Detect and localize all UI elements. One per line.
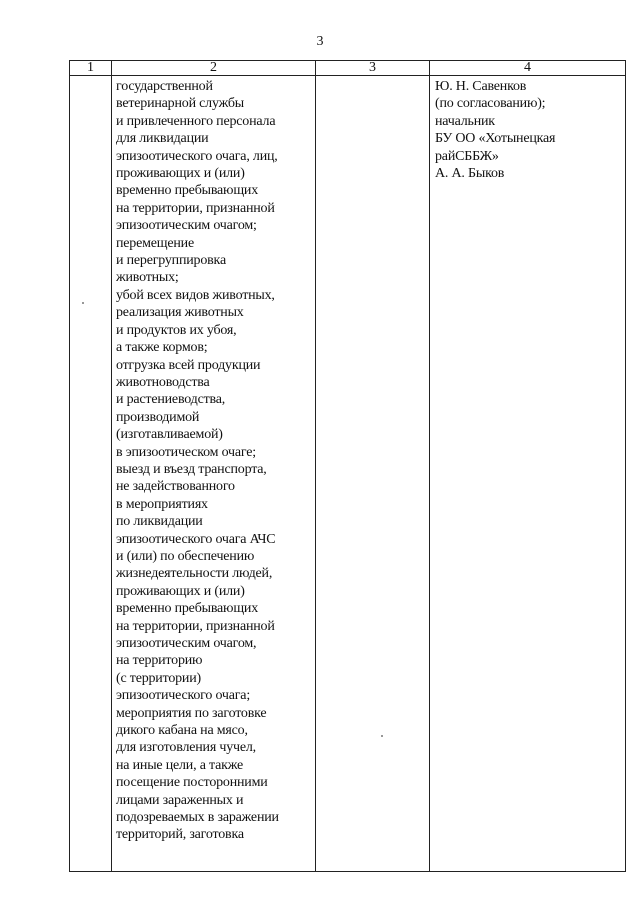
scan-speck (82, 302, 84, 304)
cell-col-1 (70, 76, 112, 872)
text-line: временно пребывающих (116, 601, 258, 617)
text-line: на территории, признанной (116, 200, 275, 216)
responsible-line: райСББЖ» (435, 148, 499, 164)
text-line: животных; (116, 270, 179, 286)
text-line: жизнедеятельности людей, (116, 566, 273, 582)
text-line: территорий, заготовка (116, 827, 244, 843)
text-line: эпизоотическим очагом, (116, 636, 257, 651)
text-line: в мероприятиях (116, 496, 208, 512)
text-line: перемещение (116, 235, 194, 251)
text-line: эпизоотического очага, лиц, (116, 148, 278, 164)
text-line: проживающих и (или) (116, 583, 245, 599)
text-line: и перегруппировка (116, 253, 226, 269)
text-line: временно пребывающих (116, 183, 258, 199)
text-line: для ликвидации (116, 131, 209, 147)
text-line: эпизоотическим очагом; (116, 218, 257, 234)
cell-col-4 (430, 76, 626, 872)
text-line: реализация животных (116, 305, 244, 321)
text-line: проживающих и (или) (116, 166, 245, 182)
text-line: эпизоотического очага; (116, 688, 251, 704)
header-col-1: 1 (70, 61, 112, 76)
cell-col-2 (112, 76, 316, 872)
text-line: мероприятия по заготовке (116, 705, 267, 721)
text-line: государственной (116, 79, 213, 94)
text-line: подозреваемых в заражении (116, 810, 279, 826)
text-line: на территории, признанной (116, 618, 275, 634)
text-line: лицами зараженных и (116, 792, 244, 808)
text-line: (с территории) (116, 670, 201, 686)
text-line: (изготавливаемой) (116, 427, 223, 443)
text-line: на территорию (116, 653, 203, 669)
responsible-line: Ю. Н. Савенков (435, 79, 527, 94)
cell-col-3 (316, 76, 430, 872)
text-line: а также кормов; (116, 340, 208, 356)
text-line: эпизоотического очага АЧС (116, 531, 276, 547)
text-line: производимой (116, 409, 200, 425)
text-line: по ликвидации (116, 514, 203, 530)
header-col-3: 3 (316, 61, 430, 76)
text-line: для изготовления чучел, (116, 740, 256, 756)
text-line: и привлеченного персонала (116, 113, 276, 129)
text-line: дикого кабана на мясо, (116, 723, 248, 739)
header-col-2: 2 (112, 61, 316, 76)
text-line: и продуктов их убоя, (116, 322, 237, 338)
table-header-row (70, 61, 626, 76)
text-line: на иные цели, а также (116, 757, 244, 773)
text-line: в эпизоотическом очаге; (116, 444, 256, 460)
text-line: убой всех видов животных, (116, 287, 275, 303)
responsible-line: (по согласованию); (435, 96, 546, 112)
text-line: и (или) по обеспечению (116, 548, 255, 564)
text-line: и растениеводства, (116, 392, 226, 408)
text-line: отгрузка всей продукции (116, 357, 261, 373)
responsible-text (430, 76, 625, 182)
header-col-4: 4 (430, 61, 626, 76)
text-line: не задействованного (116, 479, 235, 495)
text-line: животноводства (116, 374, 210, 390)
table-row (70, 76, 626, 872)
measures-text (112, 76, 315, 844)
responsible-line: начальник (435, 113, 495, 129)
text-line: ветеринарной службы (116, 96, 244, 112)
responsible-line: БУ ОО «Хотынецкая (435, 131, 556, 147)
text-line: выезд и въезд транспорта, (116, 461, 267, 477)
responsible-line: А. А. Быков (435, 166, 505, 182)
measures-table (69, 60, 626, 872)
text-line: посещение посторонними (116, 775, 268, 791)
scan-speck (381, 735, 383, 737)
page-number: 3 (316, 34, 324, 49)
